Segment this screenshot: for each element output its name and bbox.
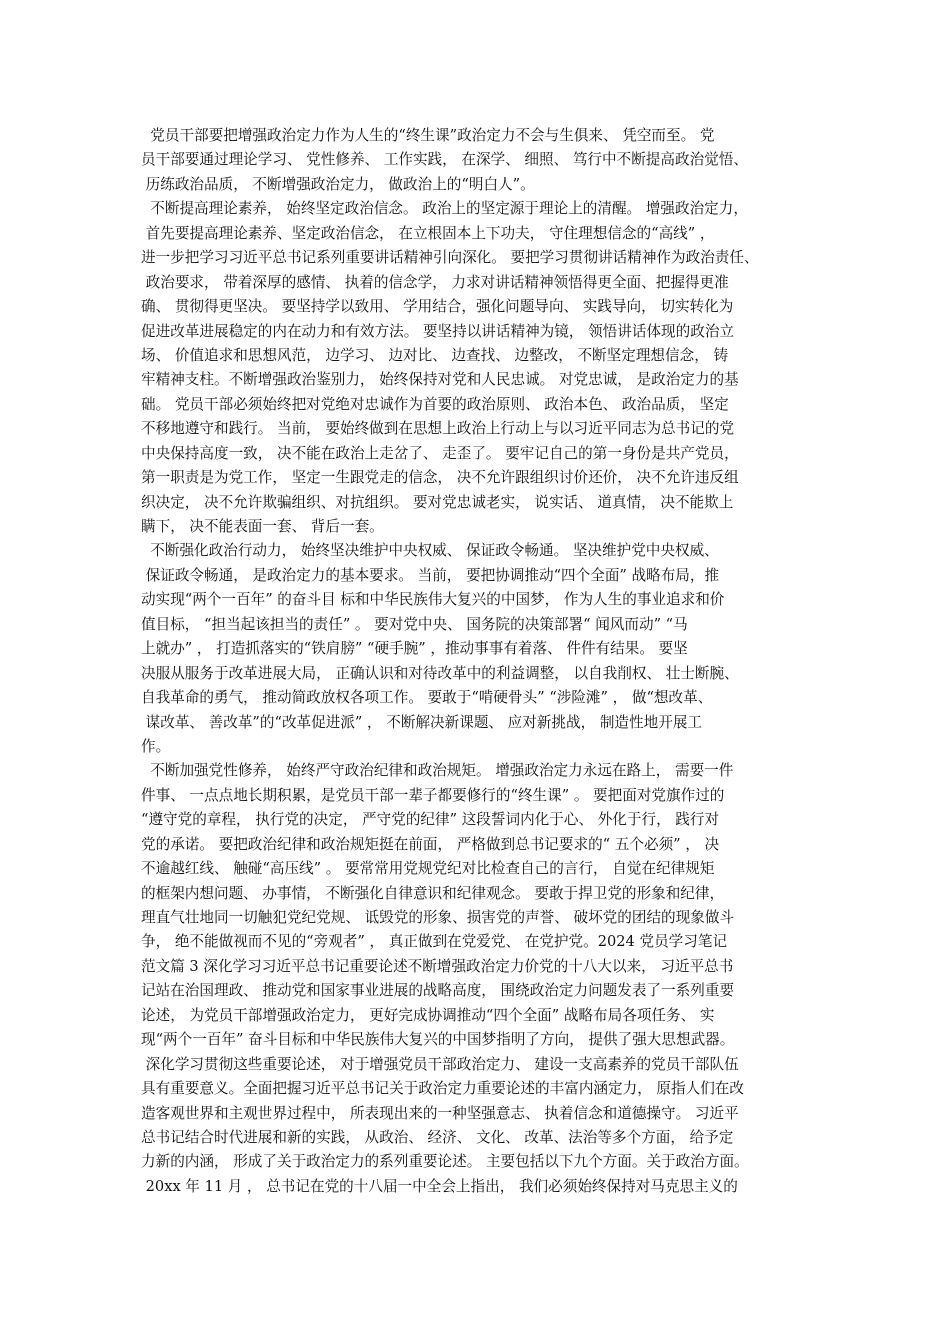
text-line: 础。 党员干部必须始终把对党绝对忠诚作为首要的政治原则、 政治本色、 政治品质， 坚定 (141, 395, 729, 413)
text-line: 不逾越红线、 触碰“高压线” 。 要常常用党规党纪对比检查自己的言行， 自觉在纪律规矩 (141, 860, 715, 878)
text-line: 牢精神支柱。不断增强政治鉴别力， 始终保持对党和人民忠诚。 对党忠诚， 是政治定力的基 (141, 371, 739, 389)
text-line: 确、 贯彻得更坚决。 要坚持学以致用、 学用结合，强化问题导向、 实践导向， 切实转化为 (141, 298, 734, 316)
text-line: 不断加强党性修养， 始终严守政治纪律和政治规矩。 增强政治定力永远在路上， 需要一件 (141, 762, 734, 780)
text-line: 范文篇 3 深化学习习近平总书记重要论述不断增强政治定力价党的十八大以来， 习近平总书 (141, 957, 734, 975)
text-line: 的框架内想问题、 办事情， 不断强化自律意识和纪律观念。 要敢于捍卫党的形象和纪律， (141, 884, 725, 902)
text-line: 现“两个一百年” 奋斗目标和中华民族伟大复兴的中国梦指明了方向， 提供了强大思想武器。 (141, 1031, 735, 1049)
text-line: 织决定， 决不允许欺骗组织、对抗组织。 要对党忠诚老实， 说实话、 道真情， 决不能欺上 (141, 493, 734, 511)
text-line: 值目标， “担当起该担当的责任” 。 要对党中央、 国务院的决策部署“ 闻风而动” “马 (141, 615, 688, 633)
text-line: 历练政治品质， 不断增强政治定力， 做政治上的“明白人”。 (141, 175, 535, 193)
text-line: 中央保持高度一致， 决不能在政治上走岔了、 走歪了。 要牢记自己的第一身份是共产党员， (141, 444, 739, 462)
text-line: 政治要求， 带着深厚的感情、 执着的信念学， 力求对讲话精神领悟得更全面、把握得更准 (141, 273, 729, 291)
text-line: 党员干部要把增强政治定力作为人生的“终生课”政治定力不会与生俱来、 凭空而至。 党 (141, 127, 715, 144)
text-line: 自我革命的勇气， 推动简政放权各项工作。 要敢于“啃硬骨头” “涉险滩” ， 做“想改革、 (141, 689, 713, 707)
text-line: 记站在治国理政、 推动党和国家事业进展的战略高度， 围绕政治定力问题发表了一系列重要 (141, 982, 735, 1000)
text-line: 不断强化政治行动力， 始终坚决维护中央权威、 保证政令畅通。 坚决维护党中央权威、 (141, 542, 719, 560)
text-line: 员干部要通过理论学习、 党性修养、 工作实践， 在深学、 细照、 笃行中不断提高政治觉悟、 (141, 151, 748, 169)
text-line: 争， 绝不能做视而不见的“旁观者” ， 真正做到在党爱党、 在党护党。2024 党员学习笔记 (141, 933, 728, 951)
text-line: 决服从服务于改革进展大局， 正确认识和对待改革中的利益调整， 以自我削权、 壮士断腕、 (141, 664, 739, 682)
text-line: 深化学习贯彻这些重要论述， 对于增强党员干部政治定力、 建设一支高素养的党员干部队伍 (141, 1055, 739, 1073)
text-line: 总书记结合时代进展和新的实践， 从政治、 经济、 文化、 改革、法治等多个方面， 给予定 (141, 1128, 734, 1146)
text-line: 首先要提高理论素养、坚定政治信念， 在立根固本上下功夫， 守住理想信念的“高线” ， (141, 224, 715, 242)
text-line: 理直气壮地同一切触犯党纪党规、 诋毁党的形象、损害党的声誉、 破坏党的团结的现象做斗 (141, 909, 735, 926)
body-text (141, 124, 831, 1199)
text-line: 促进改革进展稳定的内在动力和有效方法。 要坚持以讲话精神为镜， 领悟讲话体现的政治立 (141, 322, 735, 340)
text-line: 动实现“两个一百年” 的奋斗目 标和中华民族伟大复兴的中国梦， 作为人生的事业追求和价 (141, 591, 725, 609)
text-line: 第一职责是为党工作， 坚定一生跟党走的信念， 决不允许跟组织讨价还价， 决不允许违反组 (141, 469, 739, 487)
text-line: 瞒下， 决不能表面一套、 背后一套。 (141, 518, 384, 535)
text-line: 谋改革、 善改革”的“改革促进派” ， 不断解决新课题、 应对新挑战， 制造性地开展工 (141, 713, 703, 731)
text-line: 党的承诺。 要把政治纪律和政治规矩挺在前面， 严格做到总书记要求的“ 五个必须” ， 决 (141, 835, 720, 853)
text-line: 20xx 年 11 月 ， 总书记在党的十八届一中全会上指出， 我们必须始终保持对马克思主义的 (141, 1177, 738, 1195)
text-line: 件事、 一点点地长期积累，是党员干部一辈子都要修行的“终生课” 。 要把面对党旗作过的 (141, 786, 725, 804)
text-line: 具有重要意义。全面把握习近平总书记关于政治定力重要论述的丰富内涵定力， 原指人们在改 (141, 1080, 744, 1098)
text-line: 不断提高理论素养， 始终坚定政治信念。 政治上的坚定源于理论上的清醒。 增强政治定力， (141, 200, 748, 218)
text-line: “遵守党的章程， 执行党的决定， 严守党的纪律” 这段誓词内化于心、 外化于行， 践行对 (141, 811, 720, 829)
text-line: 保证政令畅通， 是政治定力的基本要求。 当前， 要把协调推动“四个全面” 战略布局，推 (141, 566, 720, 584)
text-line: 进一步把学习习近平总书记系列重要讲话精神引向深化。 要把学习贯彻讲话精神作为政治责任、 (141, 249, 759, 267)
text-line: 论述， 为党员干部增强政治定力， 更好完成协调推动“四个全面” 战略布局各项任务、 实 (141, 1006, 715, 1024)
text-line: 场、 价值追求和思想风范， 边学习、 边对比、 边查找、 边整改， 不断坚定理想信念， 铸 (141, 346, 729, 364)
text-line: 上就办” ， 打造抓落实的“铁肩膀” “硬手腕” ，推动事事有着落、 件件有结果。 要坚 (141, 640, 688, 658)
text-line: 不移地遵守和践行。 当前， 要始终做到在思想上政治上行动上与以习近平同志为总书记的党 (141, 420, 735, 438)
text-line: 作。 (141, 737, 171, 755)
text-line: 力新的内涵， 形成了关于政治定力的系列重要论述。 主要包括以下九个方面。关于政治方面。 (141, 1153, 749, 1171)
text-line: 造客观世界和主观世界过程中， 所表现出来的一种坚强意志、 执着信念和道德操守。 习近平 (141, 1104, 739, 1122)
